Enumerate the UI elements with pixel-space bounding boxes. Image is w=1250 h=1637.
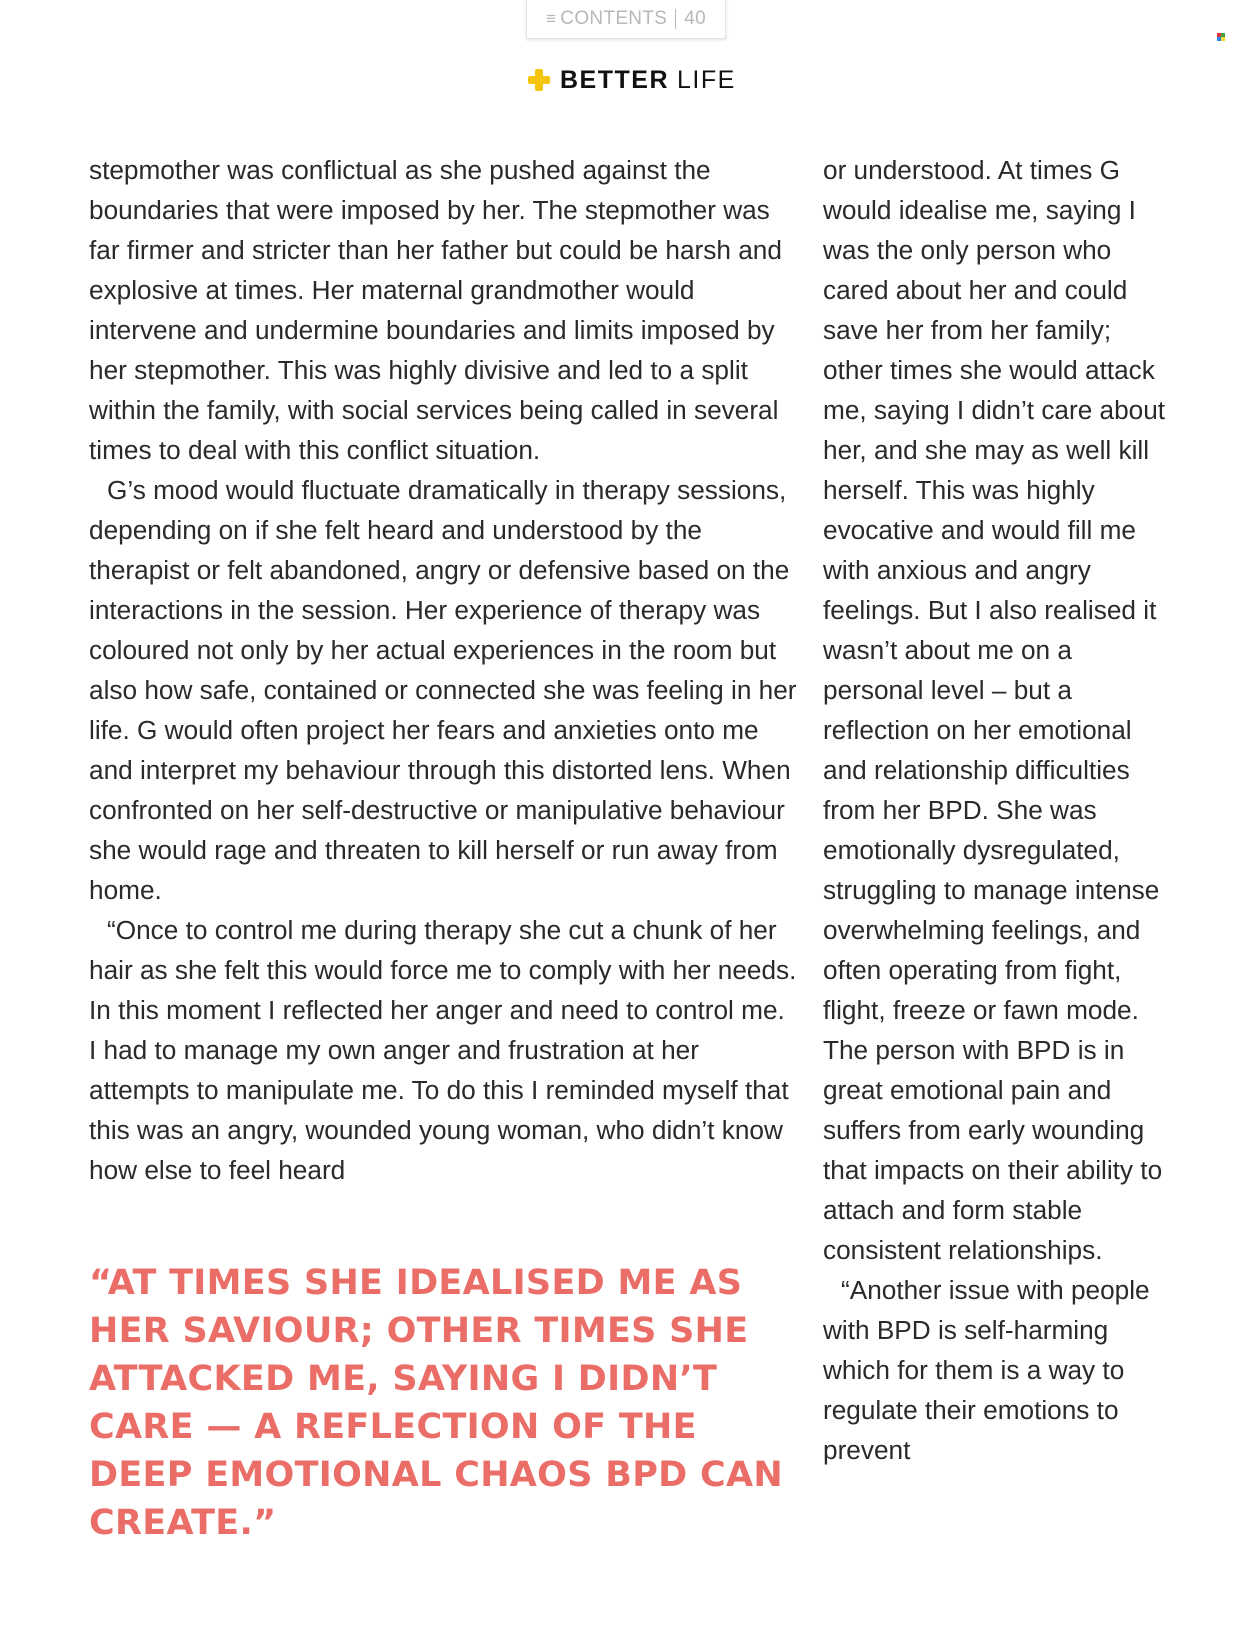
article-right-column <box>823 150 1168 1470</box>
color-dots-icon <box>1217 33 1225 41</box>
section-header <box>528 64 736 96</box>
section-title-light: LIFE <box>677 65 736 94</box>
article-paragraph: or understood. At times G would idealise me, saying I was the only person who cared about her and could save her from her family; other times she would attack me, saying I didn’t care about her, and she may as well kill herself. This was highly evocative and would fill me with anxious and angry feelings. But I also realised it wasn’t about me on a personal level – but a reflection on her emotional and relationship difficulties from her BPD. She was emotionally dysregulated, struggling to manage intense overwhelming feelings, and often operating from fight, flight, freeze or fawn mode. The person with BPD is in great emotional pain and suffers from early wounding that impacts on their ability to attach and form stable consistent relationships. <box>823 155 1166 1265</box>
article-paragraph: “Once to control me during therapy she cut a chunk of her hair as she felt this would force me to comply with her needs. In this moment I reflected her anger and need to control me. I had to manage my own anger and frustration at her attempts to manipulate me. To do this I reminded myself that this was an angry, wounded young woman, who didn’t know how else to feel heard <box>89 915 797 1185</box>
page-number: 40 <box>684 8 706 29</box>
menu-icon: ≡ <box>546 9 557 28</box>
article-paragraph: G’s mood would fluctuate dramatically in therapy sessions, depending on if she felt heard and understood by the therapist or felt abandoned, angry or defensive based on the interactions in the session. Her experience of therapy was coloured not only by her actual experiences in the room but also how safe, contained or connected she was feeling in her life. G would often project her fears and anxieties onto me and interpret my behaviour through this distorted lens. When confronted on her self-destructive or manipulative behaviour she would rage and threaten to kill herself or run away from home. <box>89 475 797 905</box>
contents-nav-tab[interactable] <box>526 0 726 39</box>
article-paragraph: “Another issue with people with BPD is self-harming which for them is a way to regulate their emotions to prevent <box>823 1275 1150 1465</box>
article-paragraph: stepmother was conflictual as she pushed against the boundaries that were imposed by her. The stepmother was far firmer and stricter than her father but could be harsh and explosive at times. Her maternal grandmother would intervene and undermine boundaries and limits imposed by her stepmother. This was highly divisive and led to a split within the family, with social services being called in several times to deal with this conflict situation. <box>89 155 782 465</box>
article-left-column <box>89 150 799 1190</box>
contents-label[interactable]: CONTENTS <box>560 8 668 29</box>
pull-quote: “AT TIMES SHE IDEALISED ME AS HER SAVIOUR; OTHER TIMES SHE ATTACKED ME, SAYING I DIDN’T CARE — A REFLECTION OF THE DEEP EMOTIONAL CHAOS BPD CAN CREATE.” <box>89 1263 783 1543</box>
divider <box>675 9 676 29</box>
yellow-cross-icon <box>528 69 550 91</box>
section-title-bold: BETTER <box>560 65 669 94</box>
